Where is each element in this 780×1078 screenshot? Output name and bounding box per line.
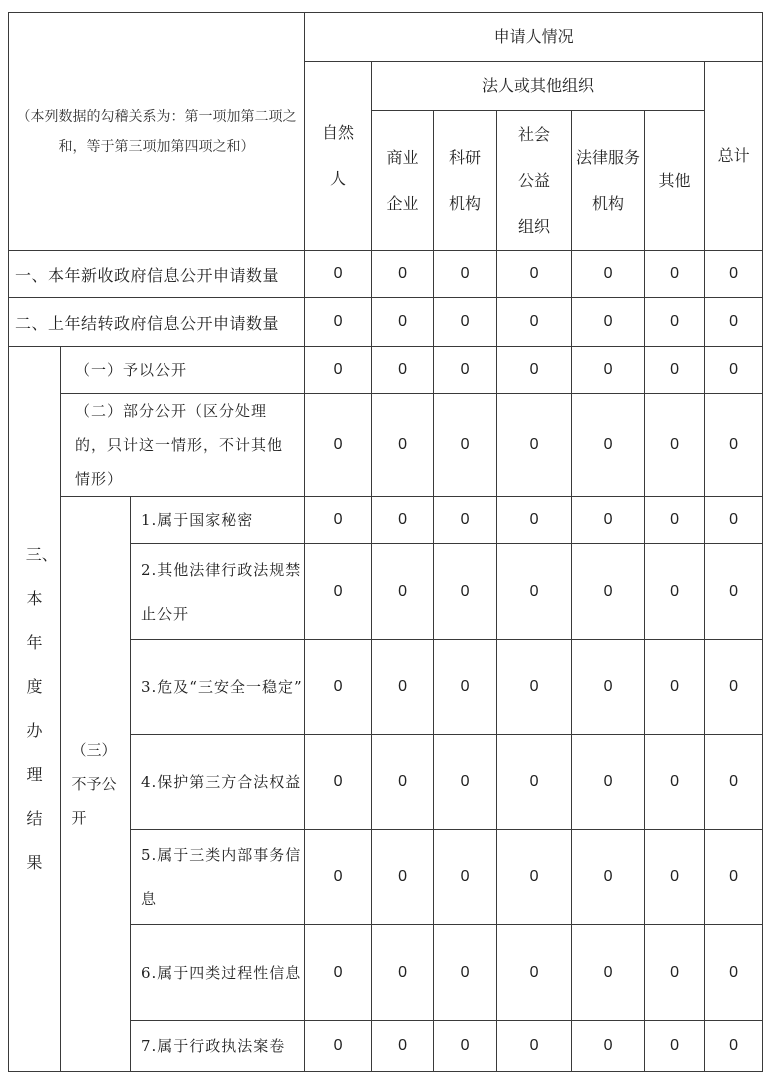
value-cell: 0 bbox=[305, 394, 372, 497]
row-label: 二、上年结转政府信息公开申请数量 bbox=[9, 298, 305, 347]
other-header: 其他 bbox=[645, 111, 705, 251]
value-cell: 0 bbox=[372, 830, 434, 925]
value-cell: 0 bbox=[305, 640, 372, 735]
value-cell: 0 bbox=[434, 735, 497, 830]
value-cell: 0 bbox=[645, 830, 705, 925]
value-cell: 0 bbox=[497, 640, 572, 735]
value-cell: 0 bbox=[372, 298, 434, 347]
value-cell: 0 bbox=[497, 1021, 572, 1072]
value-cell: 0 bbox=[572, 1021, 645, 1072]
value-cell: 0 bbox=[572, 735, 645, 830]
value-cell: 0 bbox=[305, 1021, 372, 1072]
value-cell: 0 bbox=[705, 497, 763, 544]
value-cell: 0 bbox=[572, 830, 645, 925]
value-cell: 0 bbox=[645, 544, 705, 640]
corner-note: （本列数据的勾稽关系为：第一项加第二项之和，等于第三项加第四项之和） bbox=[16, 108, 297, 155]
value-cell: 0 bbox=[705, 251, 763, 298]
table-row bbox=[9, 497, 763, 544]
corner-note-cell bbox=[9, 13, 305, 251]
value-cell: 0 bbox=[434, 394, 497, 497]
value-cell: 0 bbox=[497, 497, 572, 544]
value-cell: 0 bbox=[434, 251, 497, 298]
value-cell: 0 bbox=[705, 735, 763, 830]
row-label: 5.属于三类内部事务信息 bbox=[131, 830, 305, 925]
value-cell: 0 bbox=[705, 1021, 763, 1072]
not-public-cell bbox=[61, 497, 131, 1072]
value-cell: 0 bbox=[705, 640, 763, 735]
value-cell: 0 bbox=[372, 735, 434, 830]
value-cell: 0 bbox=[645, 298, 705, 347]
value-cell: 0 bbox=[305, 251, 372, 298]
table-row bbox=[9, 347, 763, 394]
value-cell: 0 bbox=[705, 298, 763, 347]
not-public-label: （三）不予公开 bbox=[71, 741, 117, 827]
legal-service-header: 法律服务机构 bbox=[572, 111, 645, 251]
value-cell: 0 bbox=[572, 925, 645, 1021]
value-cell: 0 bbox=[372, 640, 434, 735]
value-cell: 0 bbox=[372, 347, 434, 394]
value-cell: 0 bbox=[705, 394, 763, 497]
value-cell: 0 bbox=[705, 925, 763, 1021]
table-row bbox=[9, 298, 763, 347]
row-label: （一）予以公开 bbox=[61, 347, 305, 394]
value-cell: 0 bbox=[645, 925, 705, 1021]
row-label: 一、本年新收政府信息公开申请数量 bbox=[9, 251, 305, 298]
value-cell: 0 bbox=[497, 925, 572, 1021]
value-cell: 0 bbox=[434, 640, 497, 735]
value-cell: 0 bbox=[305, 735, 372, 830]
value-cell: 0 bbox=[305, 544, 372, 640]
row-label: 4.保护第三方合法权益 bbox=[131, 735, 305, 830]
value-cell: 0 bbox=[572, 544, 645, 640]
value-cell: 0 bbox=[434, 347, 497, 394]
value-cell: 0 bbox=[497, 544, 572, 640]
value-cell: 0 bbox=[434, 1021, 497, 1072]
applicant-header: 申请人情况 bbox=[305, 13, 763, 62]
value-cell: 0 bbox=[372, 925, 434, 1021]
value-cell: 0 bbox=[645, 640, 705, 735]
value-cell: 0 bbox=[434, 298, 497, 347]
value-cell: 0 bbox=[372, 497, 434, 544]
value-cell: 0 bbox=[572, 394, 645, 497]
value-cell: 0 bbox=[497, 830, 572, 925]
row-label: （二）部分公开（区分处理的，只计这一情形，不计其他情形） bbox=[61, 394, 305, 497]
value-cell: 0 bbox=[372, 394, 434, 497]
value-cell: 0 bbox=[497, 347, 572, 394]
value-cell: 0 bbox=[434, 497, 497, 544]
value-cell: 0 bbox=[645, 347, 705, 394]
value-cell: 0 bbox=[572, 497, 645, 544]
section3-label: 三、本年度办理结果 bbox=[25, 545, 58, 872]
value-cell: 0 bbox=[372, 544, 434, 640]
value-cell: 0 bbox=[497, 394, 572, 497]
natural-person-header: 自然人 bbox=[305, 62, 372, 251]
legal-org-header: 法人或其他组织 bbox=[372, 62, 705, 111]
business-header: 商业企业 bbox=[372, 111, 434, 251]
information-disclosure-table bbox=[8, 12, 763, 1072]
value-cell: 0 bbox=[572, 251, 645, 298]
row-label: 2.其他法律行政法规禁止公开 bbox=[131, 544, 305, 640]
value-cell: 0 bbox=[497, 298, 572, 347]
value-cell: 0 bbox=[572, 347, 645, 394]
row-label: 7.属于行政执法案卷 bbox=[131, 1021, 305, 1072]
table-row bbox=[9, 251, 763, 298]
value-cell: 0 bbox=[305, 347, 372, 394]
value-cell: 0 bbox=[705, 544, 763, 640]
value-cell: 0 bbox=[305, 298, 372, 347]
research-header: 科研机构 bbox=[434, 111, 497, 251]
section3-cell bbox=[9, 347, 61, 1072]
row-label: 1.属于国家秘密 bbox=[131, 497, 305, 544]
value-cell: 0 bbox=[434, 544, 497, 640]
value-cell: 0 bbox=[645, 735, 705, 830]
total-header: 总计 bbox=[705, 62, 763, 251]
social-header: 社会公益组织 bbox=[497, 111, 572, 251]
value-cell: 0 bbox=[497, 251, 572, 298]
value-cell: 0 bbox=[572, 298, 645, 347]
value-cell: 0 bbox=[705, 347, 763, 394]
value-cell: 0 bbox=[645, 497, 705, 544]
value-cell: 0 bbox=[705, 830, 763, 925]
value-cell: 0 bbox=[497, 735, 572, 830]
value-cell: 0 bbox=[434, 830, 497, 925]
value-cell: 0 bbox=[434, 925, 497, 1021]
row-label: 3.危及“三安全一稳定” bbox=[131, 640, 305, 735]
value-cell: 0 bbox=[305, 830, 372, 925]
row-label: 6.属于四类过程性信息 bbox=[131, 925, 305, 1021]
table-row bbox=[9, 394, 763, 497]
value-cell: 0 bbox=[305, 497, 372, 544]
value-cell: 0 bbox=[645, 394, 705, 497]
value-cell: 0 bbox=[645, 1021, 705, 1072]
value-cell: 0 bbox=[372, 251, 434, 298]
value-cell: 0 bbox=[645, 251, 705, 298]
value-cell: 0 bbox=[372, 1021, 434, 1072]
value-cell: 0 bbox=[305, 925, 372, 1021]
value-cell: 0 bbox=[572, 640, 645, 735]
